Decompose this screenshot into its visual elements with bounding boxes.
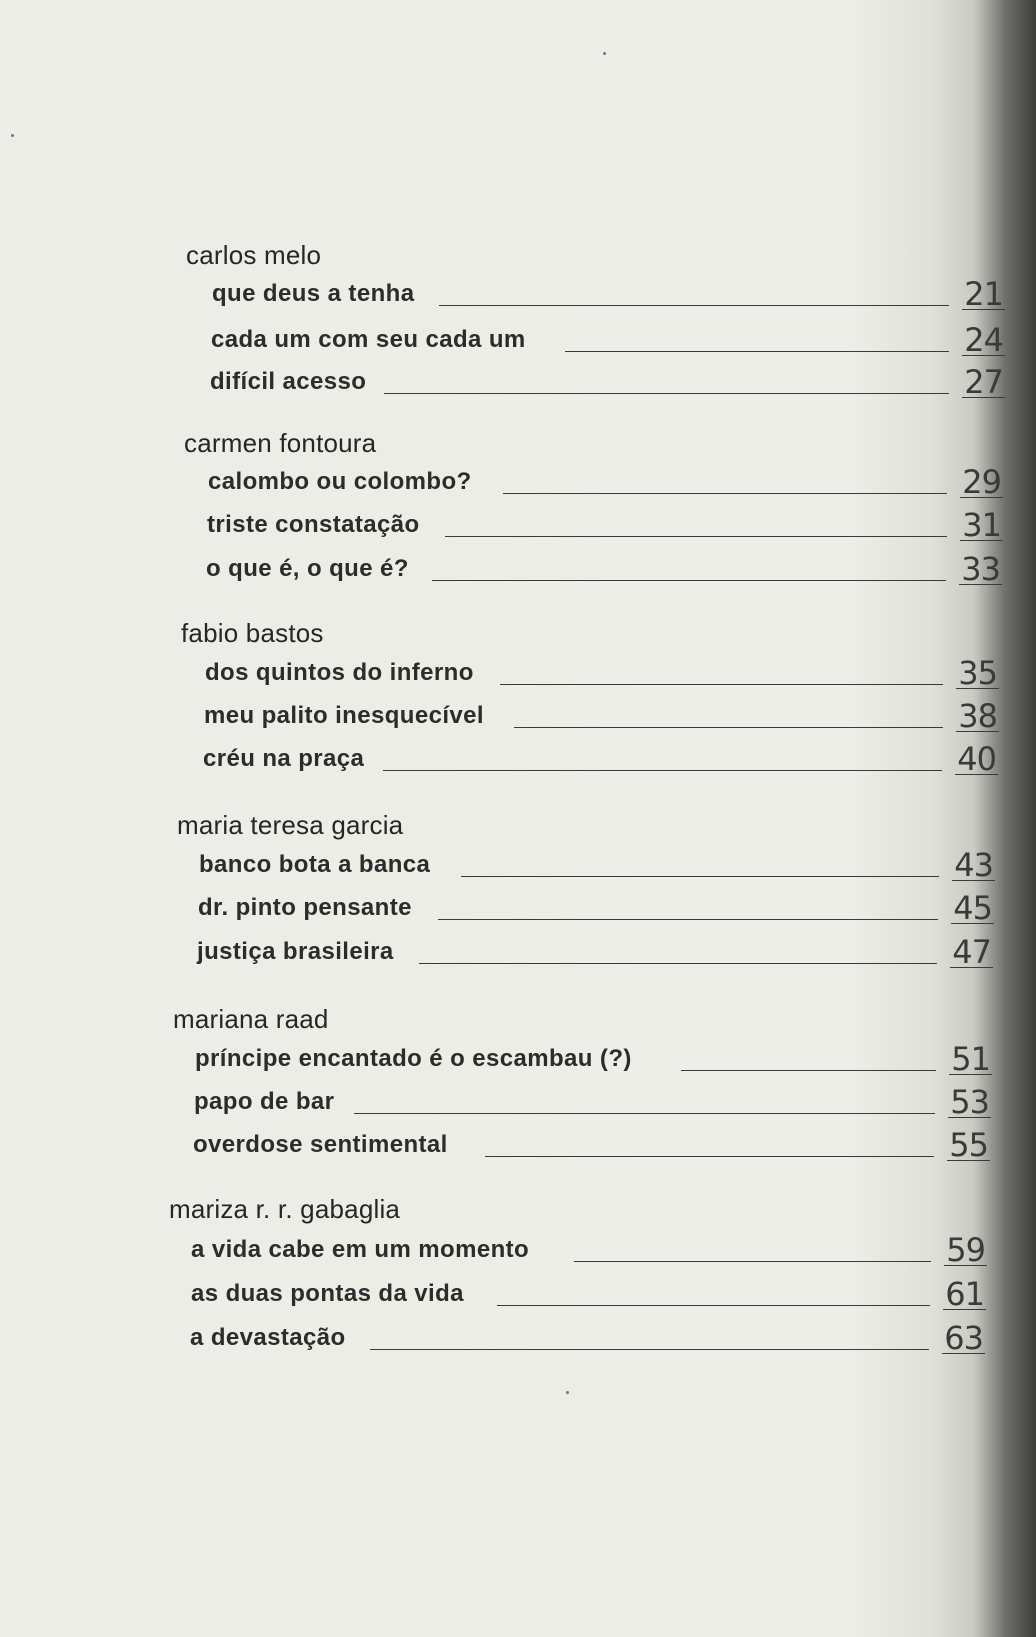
entry-page-number: 21 <box>964 275 1003 313</box>
dot-leader <box>438 919 938 920</box>
entry-title: calombo ou colombo? <box>208 468 472 495</box>
entry-title: dr. pinto pensante <box>198 894 412 921</box>
toc-entry[interactable] <box>193 1123 990 1163</box>
toc-entry[interactable] <box>194 1080 991 1120</box>
toc-entry[interactable] <box>206 547 1002 587</box>
entry-title: as duas pontas da vida <box>191 1280 464 1307</box>
dot-leader <box>514 727 943 728</box>
entry-page-number: 61 <box>945 1275 984 1313</box>
entry-title: créu na praça <box>203 745 365 772</box>
entry-title: triste constatação <box>207 511 420 538</box>
entry-page-number: 53 <box>950 1083 989 1121</box>
dot-leader <box>681 1070 936 1071</box>
toc-entry[interactable] <box>211 318 1005 358</box>
entry-page-number: 63 <box>944 1319 983 1357</box>
author-name: mariza r. r. gabaglia <box>169 1194 401 1224</box>
toc-entry[interactable] <box>204 694 999 734</box>
dot-leader <box>485 1156 934 1157</box>
dot-leader <box>383 770 942 771</box>
entry-title: papo de bar <box>194 1088 335 1115</box>
entry-page-number: 59 <box>946 1231 985 1269</box>
entry-page-number: 45 <box>953 889 992 927</box>
toc-entry[interactable] <box>208 460 1003 500</box>
entry-page-number: 35 <box>958 654 997 692</box>
dot-leader <box>419 963 937 964</box>
entry-title: a vida cabe em um momento <box>191 1236 530 1263</box>
dot-leader <box>461 876 939 877</box>
dot-leader <box>497 1305 930 1306</box>
entry-title: príncipe encantado é o escambau (?) <box>195 1045 632 1072</box>
dot-leader <box>384 393 949 394</box>
dot-leader <box>574 1261 931 1262</box>
entry-title: justiça brasileira <box>197 938 394 965</box>
entry-page-number: 38 <box>958 697 997 735</box>
entry-page-number: 40 <box>957 740 996 778</box>
toc-entry[interactable] <box>198 886 994 926</box>
toc-entry[interactable] <box>199 843 995 883</box>
author-name: carmen fontoura <box>184 428 377 458</box>
entry-page-number: 29 <box>962 463 1001 501</box>
entry-title: banco bota a banca <box>199 851 431 878</box>
entry-page-number: 24 <box>964 321 1003 359</box>
entry-page-number: 31 <box>962 506 1001 544</box>
toc-entry[interactable] <box>191 1228 987 1268</box>
author-name: mariana raad <box>173 1004 329 1034</box>
entry-title: overdose sentimental <box>193 1131 448 1158</box>
dot-leader <box>370 1349 929 1350</box>
entry-page-number: 33 <box>961 550 1000 588</box>
entry-title: o que é, o que é? <box>206 555 409 582</box>
dot-leader <box>439 305 949 306</box>
dot-leader <box>503 493 947 494</box>
dot-leader <box>565 351 949 352</box>
entry-page-number: 43 <box>954 846 993 884</box>
dot-leader <box>432 580 946 581</box>
toc-entry[interactable] <box>212 272 1005 312</box>
entry-title: difícil acesso <box>210 368 367 395</box>
entry-title: meu palito inesquecível <box>204 702 484 729</box>
dot-leader <box>354 1113 935 1114</box>
entry-page-number: 55 <box>949 1126 988 1164</box>
author-name: carlos melo <box>186 240 322 270</box>
toc-entry[interactable] <box>207 503 1003 543</box>
toc-entry[interactable] <box>205 651 999 691</box>
toc-entry[interactable] <box>190 1316 985 1356</box>
toc-entry[interactable] <box>191 1272 986 1312</box>
dot-leader <box>500 684 943 685</box>
entry-title: a devastação <box>190 1324 346 1351</box>
toc-entry[interactable] <box>210 360 1005 400</box>
toc-entry[interactable] <box>195 1037 992 1077</box>
entry-page-number: 51 <box>951 1040 990 1078</box>
entry-title: que deus a tenha <box>212 280 415 307</box>
toc-entry[interactable] <box>197 930 993 970</box>
entry-title: cada um com seu cada um <box>211 326 526 353</box>
entry-page-number: 47 <box>952 933 991 971</box>
entry-title: dos quintos do inferno <box>205 659 474 686</box>
author-name: maria teresa garcia <box>177 810 404 840</box>
dot-leader <box>445 536 947 537</box>
entry-page-number: 27 <box>964 363 1003 401</box>
author-name: fabio bastos <box>181 618 324 648</box>
toc-entry[interactable] <box>203 737 998 777</box>
